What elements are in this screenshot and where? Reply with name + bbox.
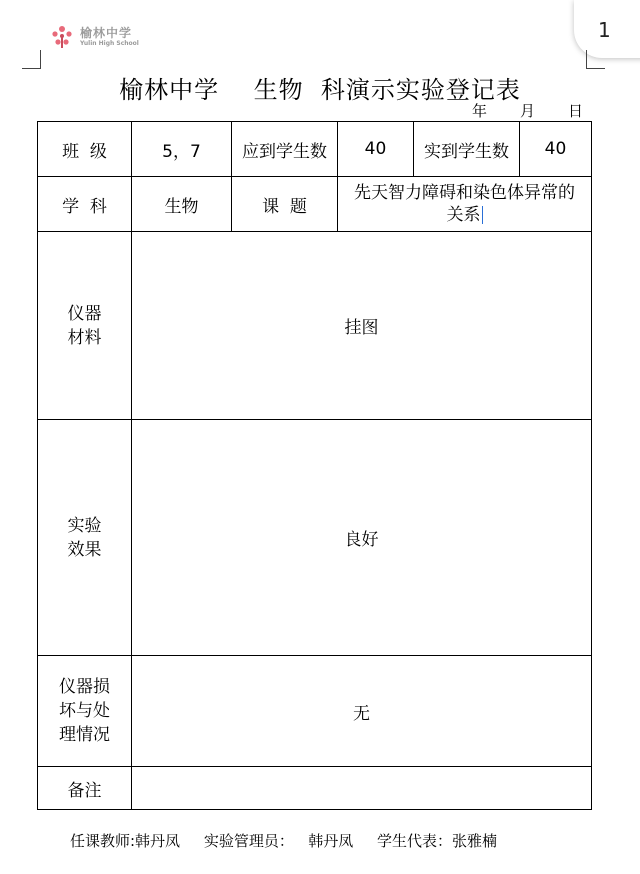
actual-students-label: 实到学生数 [414,122,520,177]
page-number-badge[interactable] [574,0,640,58]
class-label: 班 级 [38,122,132,177]
expected-students-label: 应到学生数 [232,122,338,177]
effect-label [38,420,132,656]
damage-value: 无 [132,656,592,767]
signature-footer: 任课教师:韩丹凤 实验管理员： 韩丹凤 学生代表：张雅楠 [70,832,498,850]
effect-label-line1: 实验 [67,515,102,536]
damage-label-line2: 坏与处 [59,701,110,721]
expected-students-value: 40 [338,122,414,177]
damage-label-line3: 理情况 [59,725,110,745]
damage-label [38,656,132,767]
materials-label [38,232,132,420]
table-row [38,656,592,767]
materials-label-line1: 仪器 [67,303,102,324]
registration-table [37,121,592,810]
school-logo [50,22,139,52]
remarks-label: 备注 [38,767,132,810]
table-row [38,122,592,177]
table-row [38,420,592,656]
materials-label-line2: 材料 [67,327,102,348]
school-name-cn: 榆林中学 [80,26,133,40]
topic-value-line1: 先天智力障碍和染色体异常的 [354,183,575,203]
document-title: 榆林中学 生物 科演示实验登记表 [119,76,521,104]
text-cursor [482,206,483,224]
topic-value[interactable] [338,177,592,232]
page-number: 1 [598,18,611,42]
table-row [38,767,592,810]
class-value: 5，7 [132,122,232,177]
effect-value: 良好 [132,420,592,656]
crop-mark-right [586,50,605,69]
subject-label: 学 科 [38,177,132,232]
date-year-label: 年 [472,102,488,120]
date-month-label: 月 [520,102,536,120]
subject-value: 生物 [132,177,232,232]
damage-label-line1: 仪器损 [59,677,110,697]
table-row [38,177,592,232]
table-row [38,232,592,420]
topic-value-line2: 关系 [446,205,481,225]
crop-mark-left [22,50,41,69]
actual-students-value: 40 [520,122,592,177]
topic-label: 课 题 [232,177,338,232]
date-day-label: 日 [568,102,584,120]
school-emblem-icon [50,24,74,50]
school-name-en: Yulin High School [80,40,139,47]
effect-label-line2: 效果 [67,539,102,560]
remarks-value [132,767,592,810]
materials-value: 挂图 [132,232,592,420]
